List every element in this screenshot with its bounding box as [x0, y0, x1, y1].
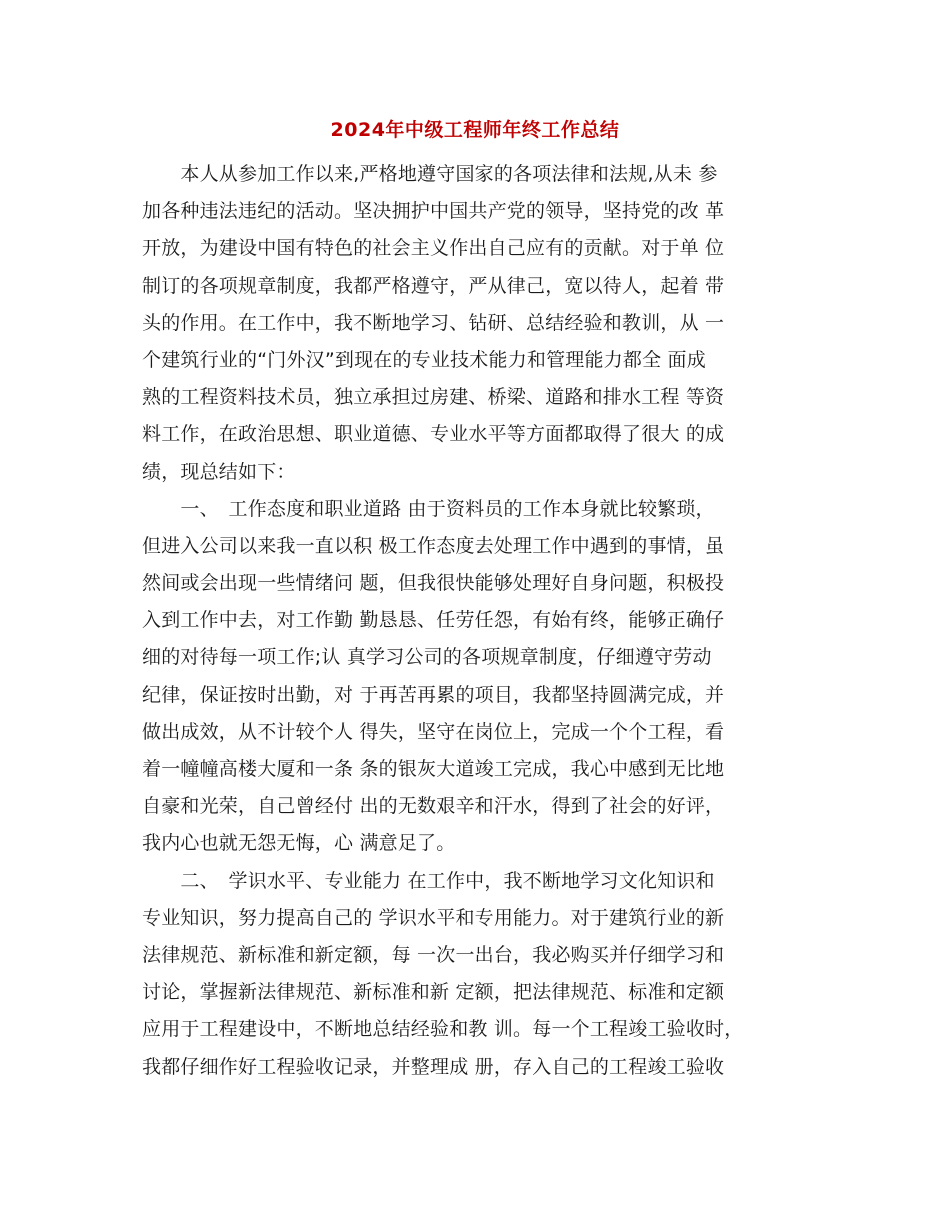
text-line: 个建筑行业的“门外汉”到现在的专业技术能力和管理能力都全 面成 [142, 348, 706, 371]
document-title: 2024年中级工程师年终工作总结 [330, 119, 620, 141]
text-line: 法律规范、新标准和新定额，每 一次一出台，我必购买并仔细学习和 [142, 943, 725, 966]
text-line: 我都仔细作好工程验收记录，并整理成 册，存入自己的工程竣工验收 [142, 1055, 725, 1078]
text-line: 二、 学识水平、专业能力 在工作中，我不断地学习文化知识和 [142, 869, 715, 892]
text-line: 制订的各项规章制度，我都严格遵守，严从律己，宽以待人，起着 带 [142, 274, 725, 297]
text-line: 我内心也就无怨无悔，心 满意足了。 [142, 832, 456, 855]
text-line: 料工作，在政治思想、职业道德、专业水平等方面都取得了很大 的成 [142, 423, 725, 446]
text-line: 专业知识，努力提高自己的 学识水平和专用能力。对于建筑行业的新 [142, 906, 725, 929]
text-line: 讨论，掌握新法律规范、新标准和新 定额，把法律规范、标准和定额 [142, 981, 725, 1004]
text-line: 熟的工程资料技术员，独立承担过房建、桥梁、道路和排水工程 等资 [142, 386, 725, 409]
text-line: 但进入公司以来我一直以积 极工作态度去处理工作中遇到的事情，虽 [142, 534, 725, 557]
text-line: 开放，为建设中国有特色的社会主义作出自己应有的贡献。对于单 位 [142, 237, 725, 260]
text-line: 加各种违法违纪的活动。坚决拥护中国共产党的领导，坚持党的改 革 [142, 200, 725, 223]
text-line: 绩，现总结如下： [142, 460, 296, 483]
text-line: 然间或会出现一些情绪问 题，但我很快能够处理好自身问题，积极投 [142, 572, 725, 595]
text-line: 做出成效，从不计较个人 得失，坚守在岗位上，完成一个个工程，看 [142, 720, 725, 743]
text-line: 应用于工程建设中，不断地总结经验和教 训。每一个工程竣工验收时， [142, 1018, 744, 1041]
text-line: 细的对待每一项工作;认 真学习公司的各项规章制度，仔细遵守劳动 [142, 646, 712, 669]
document-body [142, 156, 807, 1086]
text-line: 本人从参加工作以来,严格地遵守国家的各项法律和法规,从未 参 [142, 163, 718, 185]
text-line: 头的作用。在工作中，我不断地学习、钻研、总结经验和教训，从 一 [142, 311, 725, 334]
text-line: 纪律，保证按时出勤，对 于再苦再累的项目，我都坚持圆满完成，并 [142, 683, 725, 706]
text-line: 自豪和光荣，自己曾经付 出的无数艰辛和汗水，得到了社会的好评， [142, 795, 725, 818]
text-line: 着一幢幢高楼大厦和一条 条的银灰大道竣工完成，我心中感到无比地 [142, 758, 725, 780]
text-line: 一、 工作态度和职业道路 由于资料员的工作本身就比较繁琐， [142, 497, 715, 520]
text-line: 入到工作中去，对工作勤 勤恳恳、任劳任怨，有始有终，能够正确仔 [142, 609, 725, 632]
